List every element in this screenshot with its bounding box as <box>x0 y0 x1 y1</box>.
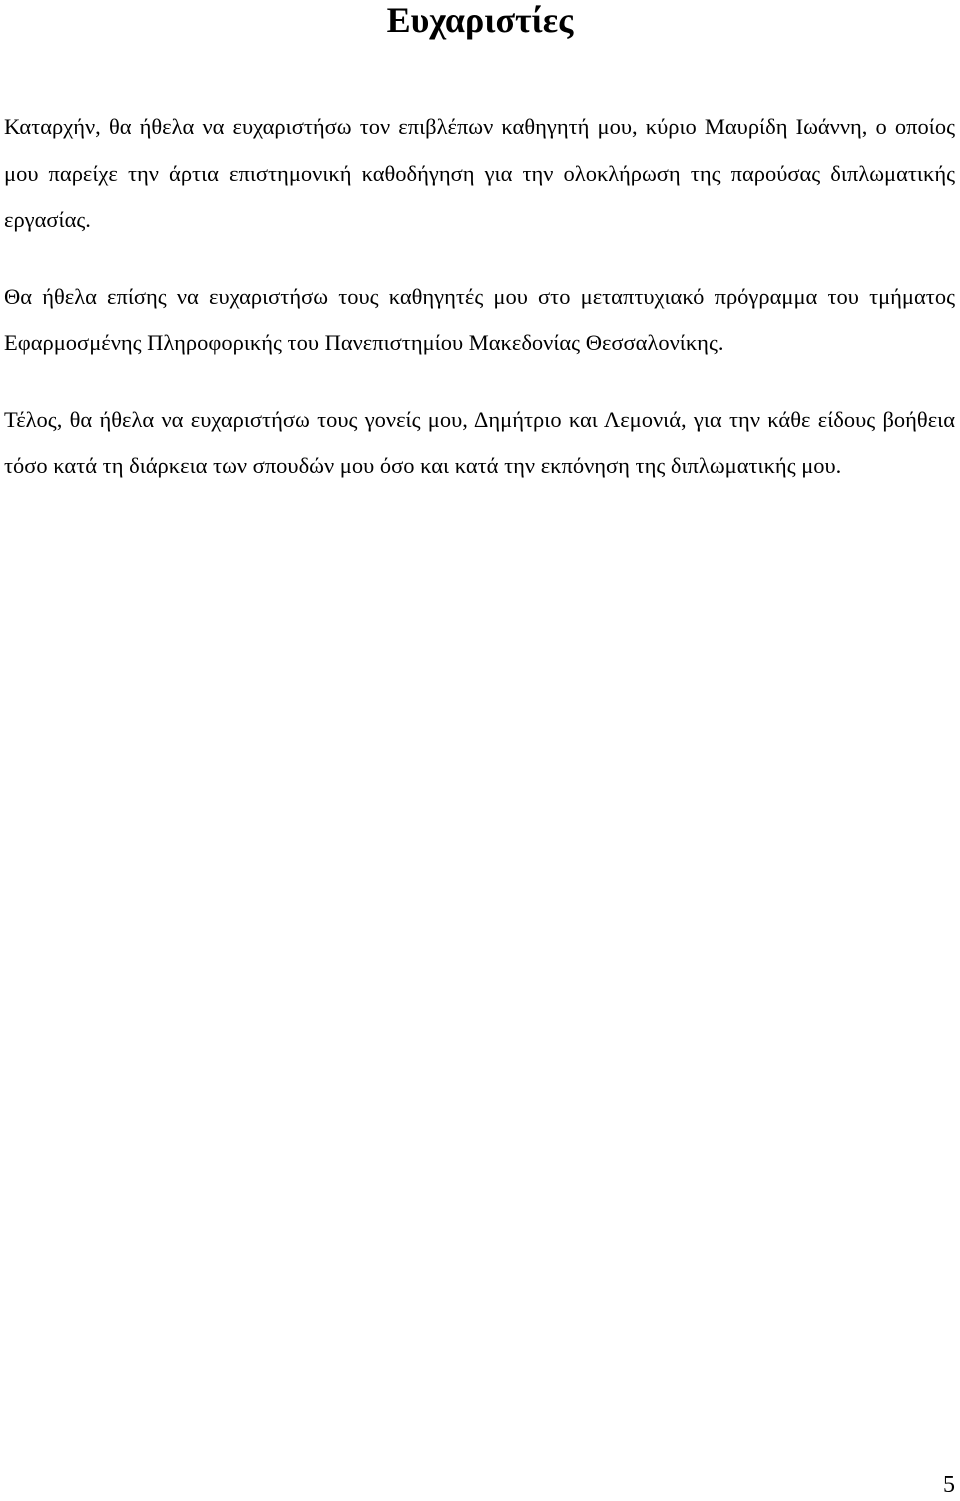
paragraph-supervisor-thanks: Καταρχήν, θα ήθελα να ευχαριστήσω τον επιβλέπων καθηγητή μου, κύριο Μαυρίδη Ιωάννη, ο οποίος μου παρείχε την άρτια επιστημονική καθοδήγηση για την ολοκλήρωση της παρούσας διπλωματικής εργασίας. <box>4 114 955 232</box>
paragraph-parents-thanks: Τέλος, θα ήθελα να ευχαριστήσω τους γονείς μου, Δημήτριο και Λεμονιά, για την κάθε είδους βοήθεια τόσο κατά τη διάρκεια των σπουδών μου όσο και κατά την εκπόνηση της διπλωματικής μου. <box>4 406 955 478</box>
page-number: 5 <box>943 1472 955 1498</box>
document-body <box>4 104 955 520</box>
page-title: Ευχαριστίες <box>386 0 574 40</box>
paragraph-professors-thanks: Θα ήθελα επίσης να ευχαριστήσω τους καθηγητές μου στο μεταπτυχιακό πρόγραμμα του τμήματος Εφαρμοσμένης Πληροφορικής του Πανεπιστημίου Μακεδονίας Θεσσαλονίκης. <box>4 283 955 355</box>
